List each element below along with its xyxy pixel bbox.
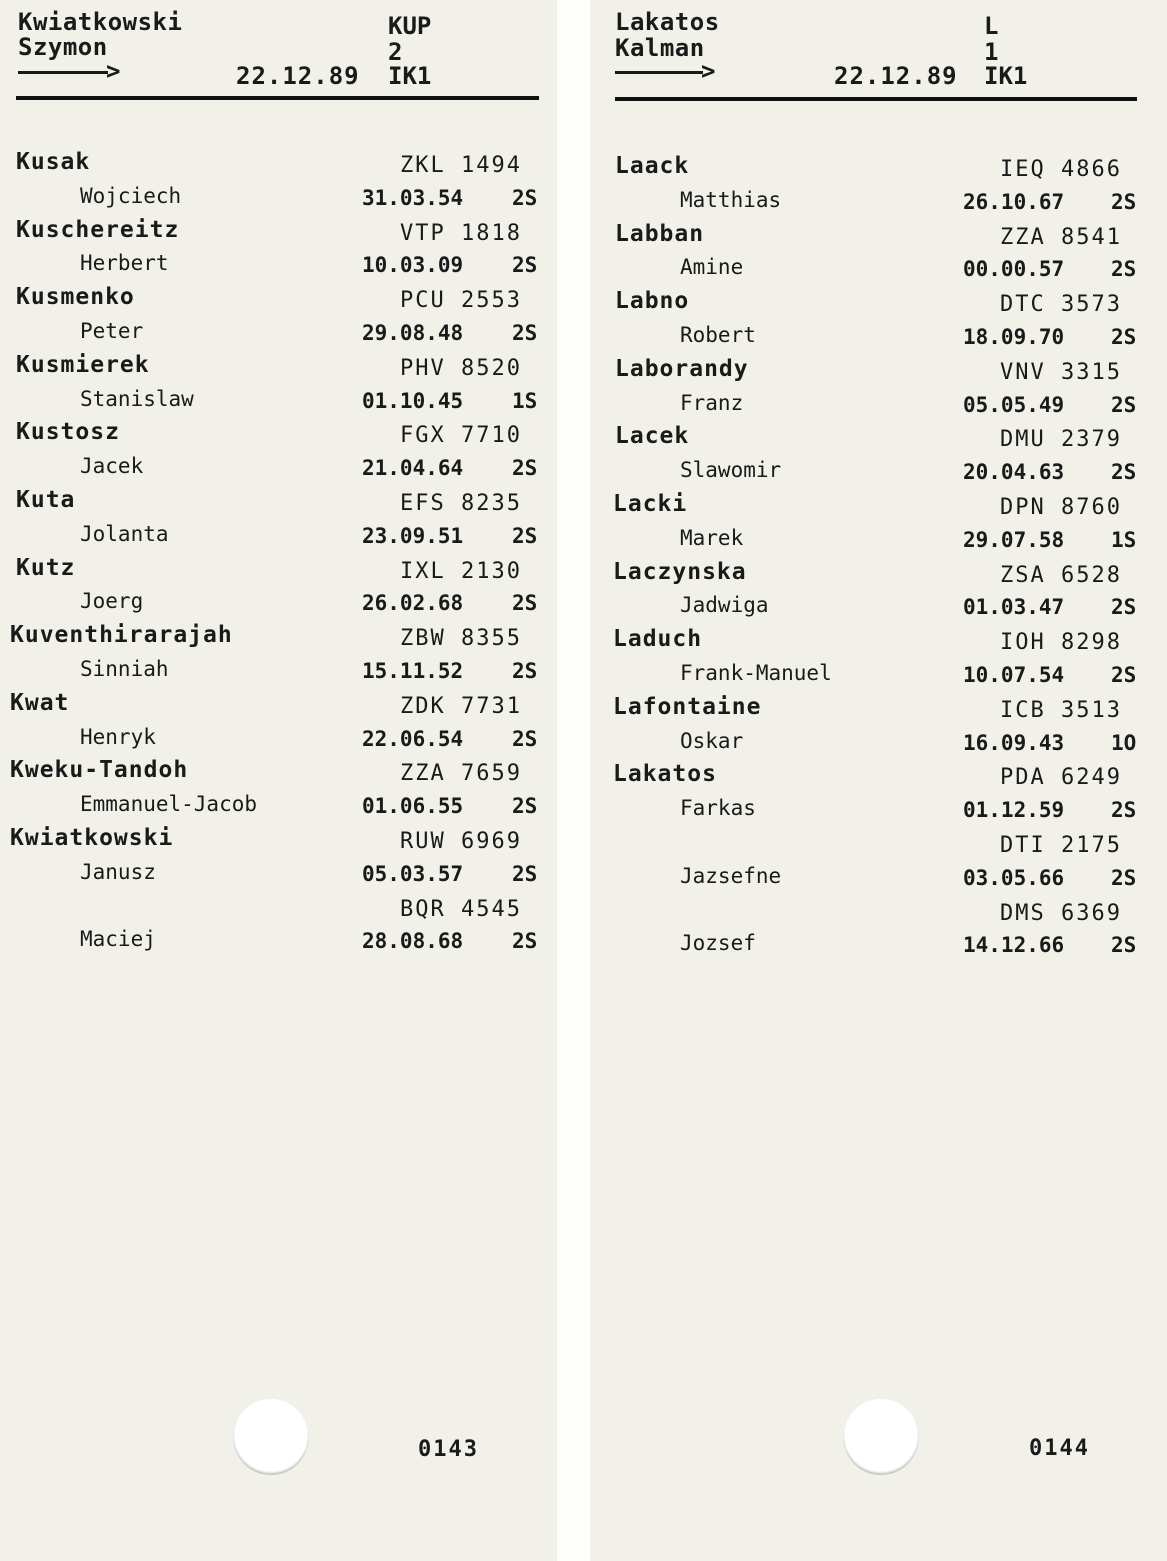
entry-firstname-row — [0, 655, 557, 689]
entry-firstname: Frank-Manuel — [680, 661, 832, 685]
entry-class: 2S — [1111, 189, 1137, 214]
entry-code: EFS 8235 — [400, 491, 522, 516]
entry-code: VTP 1818 — [400, 220, 522, 246]
entry-firstname: Jadwiga — [680, 593, 769, 618]
entry-code: FGX 7710 — [400, 423, 522, 449]
entry-surname-row — [0, 283, 557, 317]
entry-firstname-row — [0, 925, 557, 959]
entry-surname: Kutz — [16, 554, 76, 581]
entry-birthdate: 03.05.66 — [963, 865, 1065, 890]
entry-firstname-row — [590, 929, 1167, 963]
entry-surname: Kwiatkowski — [10, 825, 174, 851]
entry-birthdate: 14.12.66 — [963, 933, 1065, 958]
entry-birthdate: 26.10.67 — [963, 189, 1065, 214]
entry-firstname: Farkas — [680, 796, 756, 821]
header-code-line2: 1 — [984, 38, 999, 66]
entry-class: 2S — [1111, 595, 1137, 620]
entry-firstname-row — [590, 659, 1167, 693]
entry-firstname-row — [0, 317, 557, 351]
entry-firstname-row — [0, 182, 557, 216]
entry-code: PDA 6249 — [1000, 765, 1122, 791]
entry-surname: Kwat — [10, 689, 70, 716]
entry-surname-row — [0, 892, 557, 926]
entry-firstname-row — [0, 587, 557, 621]
entry-class: 2S — [512, 523, 538, 548]
entry-surname-row — [0, 756, 557, 790]
entry-firstname-row — [0, 249, 557, 283]
entry-birthdate: 01.12.59 — [963, 798, 1065, 823]
entry-firstname: Marek — [680, 525, 744, 550]
entry-firstname: Franz — [680, 390, 744, 415]
entry-code: RUW 6969 — [400, 829, 522, 854]
entry-surname-row — [590, 625, 1167, 659]
entry-firstname-row — [590, 862, 1167, 896]
entry-birthdate: 26.02.68 — [362, 591, 464, 616]
entry-code: BQR 4545 — [400, 896, 522, 922]
entry-firstname: Jazsefne — [680, 863, 782, 888]
entry-firstname: Wojciech — [80, 183, 182, 208]
entry-surname-row — [0, 351, 557, 385]
card-number: 0144 — [1029, 1436, 1090, 1461]
entry-firstname: Sinniah — [80, 657, 169, 681]
entry-firstname-row — [0, 385, 557, 419]
entry-surname-row — [0, 621, 557, 655]
entry-code: ZKL 1494 — [400, 153, 522, 178]
entry-birthdate: 10.07.54 — [963, 663, 1065, 687]
entry-birthdate: 23.09.51 — [362, 523, 464, 548]
header-code-line1: KUP — [388, 12, 432, 40]
entry-surname-row — [590, 152, 1167, 186]
entry-class: 1S — [512, 388, 538, 413]
entry-firstname-row — [590, 253, 1167, 287]
entry-birthdate: 01.03.47 — [963, 595, 1065, 620]
entry-firstname: Jozsef — [680, 931, 756, 956]
entry-surname: Laczynska — [613, 558, 747, 585]
entry-class: 2S — [512, 591, 538, 616]
entry-surname-row — [0, 418, 557, 452]
entry-birthdate: 20.04.63 — [963, 460, 1065, 485]
entry-code: DMS 6369 — [1000, 900, 1122, 926]
entry-class: 2S — [512, 794, 538, 819]
entry-surname: Kuta — [16, 487, 76, 513]
entry-class: 2S — [1111, 325, 1137, 349]
entry-birthdate: 15.11.52 — [362, 659, 464, 683]
entry-code: ZDK 7731 — [400, 693, 522, 719]
entry-surname: Lakatos — [613, 761, 717, 788]
entry-firstname: Stanislaw — [80, 386, 194, 411]
entry-firstname-row — [590, 524, 1167, 558]
header-rule — [16, 96, 539, 100]
entry-surname: Laborandy — [615, 355, 749, 382]
entry-surname: Lacki — [613, 491, 688, 517]
entry-surname: Kusmierek — [16, 351, 150, 378]
entry-surname-row — [0, 554, 557, 588]
entry-surname: Lacek — [615, 423, 690, 450]
entry-surname-row — [0, 148, 557, 182]
entry-surname-row — [590, 558, 1167, 592]
entry-code: DTI 2175 — [1000, 833, 1122, 858]
entry-class: 2S — [1111, 798, 1137, 823]
entry-surname: Laduch — [613, 626, 703, 653]
entry-surname-row — [590, 760, 1167, 794]
entry-surname-row — [590, 287, 1167, 321]
entry-birthdate: 10.03.09 — [362, 253, 464, 278]
header-surname: Lakatos — [615, 8, 720, 36]
entry-surname: Kuschereitz — [16, 216, 180, 243]
entry-firstname-row — [590, 389, 1167, 423]
entry-code: DTC 3573 — [1000, 292, 1122, 318]
entry-birthdate: 29.07.58 — [963, 527, 1065, 552]
entry-birthdate: 18.09.70 — [963, 325, 1065, 349]
entry-code: PCU 2553 — [400, 288, 522, 314]
entry-class: 1O — [1111, 730, 1137, 755]
entry-firstname-row — [590, 321, 1167, 355]
entry-surname-row — [590, 828, 1167, 862]
entry-class: 2S — [1111, 663, 1137, 687]
entry-birthdate: 01.10.45 — [362, 388, 464, 413]
entry-class: 2S — [1111, 865, 1137, 890]
entry-code: IOH 8298 — [1000, 630, 1122, 656]
entry-surname: Labno — [615, 288, 690, 315]
entry-surname-row — [0, 689, 557, 723]
index-card-0143 — [0, 0, 557, 1561]
entry-firstname: Matthias — [680, 187, 782, 212]
header-surname: Kwiatkowski — [18, 8, 183, 36]
entry-code: DMU 2379 — [1000, 427, 1122, 453]
entry-surname-row — [590, 490, 1167, 524]
entry-firstname-row — [590, 456, 1167, 490]
entry-surname-row — [0, 216, 557, 250]
entry-class: 2S — [512, 929, 538, 954]
entry-class: 2S — [512, 726, 538, 751]
entry-firstname-row — [590, 727, 1167, 761]
entry-surname: Lafontaine — [613, 693, 762, 720]
arrow-icon: > — [615, 62, 715, 82]
entry-code: IEQ 4866 — [1000, 157, 1122, 182]
entry-code: ZZA 8541 — [1000, 224, 1122, 250]
index-card-0144 — [590, 0, 1167, 1561]
entry-class: 2S — [1111, 392, 1137, 417]
header-code-line3: IK1 — [388, 62, 432, 90]
card-number: 0143 — [418, 1437, 479, 1462]
arrow-icon: > — [18, 62, 118, 82]
entry-class: 2S — [512, 456, 538, 481]
entry-code: ZBW 8355 — [400, 626, 522, 652]
entry-class: 2S — [512, 253, 538, 278]
entry-firstname-row — [0, 452, 557, 486]
entry-surname-row — [0, 486, 557, 520]
entry-firstname: Robert — [680, 323, 756, 347]
header-code-line1: L — [984, 12, 999, 40]
entry-class: 2S — [512, 861, 538, 886]
entry-surname: Kusak — [16, 149, 91, 175]
header-firstname: Kalman — [615, 34, 705, 62]
entry-firstname: Henryk — [80, 724, 156, 749]
entry-code: DPN 8760 — [1000, 495, 1122, 520]
entry-class: 2S — [1111, 933, 1137, 958]
entry-surname-row — [590, 355, 1167, 389]
entry-class: 2S — [512, 321, 538, 345]
punch-hole — [843, 1399, 919, 1475]
entry-birthdate: 01.06.55 — [362, 794, 464, 819]
entry-firstname: Janusz — [80, 859, 156, 884]
entry-code: ICB 3513 — [1000, 697, 1122, 723]
header-firstname: Szymon — [18, 33, 108, 61]
entry-class: 2S — [512, 659, 538, 683]
entry-firstname: Maciej — [80, 927, 156, 952]
entry-code: PHV 8520 — [400, 355, 522, 381]
entry-class: 2S — [1111, 257, 1137, 282]
entry-firstname-row — [590, 186, 1167, 220]
entry-surname-row — [590, 220, 1167, 254]
entry-birthdate: 22.06.54 — [362, 726, 464, 751]
header-code-line3: IK1 — [984, 62, 1028, 90]
entry-firstname: Slawomir — [680, 458, 782, 483]
entry-birthdate: 31.03.54 — [362, 185, 464, 210]
entry-birthdate: 05.05.49 — [963, 392, 1065, 417]
entry-firstname: Joerg — [80, 589, 144, 614]
entry-class: 2S — [1111, 460, 1137, 485]
entry-birthdate: 16.09.43 — [963, 730, 1065, 755]
entry-surname: Labban — [615, 220, 705, 247]
entry-surname: Kusmenko — [16, 284, 135, 311]
entry-surname-row — [0, 824, 557, 858]
entry-code: IXL 2130 — [400, 558, 522, 584]
header-date: 22.12.89 — [236, 62, 360, 90]
entry-surname: Laack — [615, 153, 690, 179]
entry-firstname-row — [590, 794, 1167, 828]
entry-code: ZSA 6528 — [1000, 562, 1122, 588]
entry-firstname-row — [0, 858, 557, 892]
entry-surname: Kweku-Tandoh — [10, 757, 189, 784]
entry-firstname-row — [0, 790, 557, 824]
entry-code: VNV 3315 — [1000, 359, 1122, 385]
entry-surname: Kuventhirarajah — [10, 622, 233, 649]
entry-firstname-row — [590, 591, 1167, 625]
entry-class: 1S — [1111, 527, 1137, 552]
entry-code: ZZA 7659 — [400, 761, 522, 787]
entry-surname-row — [590, 693, 1167, 727]
header-code-line2: 2 — [388, 38, 403, 66]
entry-class: 2S — [512, 185, 538, 210]
entry-firstname: Herbert — [80, 251, 169, 276]
entry-birthdate: 21.04.64 — [362, 456, 464, 481]
entry-firstname-row — [0, 723, 557, 757]
entry-surname: Kustosz — [16, 419, 120, 446]
entry-surname-row — [590, 896, 1167, 930]
entry-firstname: Oskar — [680, 728, 744, 753]
entry-birthdate: 05.03.57 — [362, 861, 464, 886]
entry-firstname: Peter — [80, 319, 144, 343]
entry-firstname: Amine — [680, 255, 744, 280]
entry-birthdate: 28.08.68 — [362, 929, 464, 954]
entry-firstname: Jacek — [80, 454, 144, 479]
header-date: 22.12.89 — [834, 62, 958, 90]
punch-hole — [233, 1399, 309, 1475]
entry-firstname: Jolanta — [80, 521, 169, 546]
header-rule — [615, 97, 1137, 101]
entry-birthdate: 29.08.48 — [362, 321, 464, 345]
entry-firstname: Emmanuel-Jacob — [80, 792, 258, 817]
entry-birthdate: 00.00.57 — [963, 257, 1065, 282]
entry-firstname-row — [0, 520, 557, 554]
entry-surname-row — [590, 422, 1167, 456]
